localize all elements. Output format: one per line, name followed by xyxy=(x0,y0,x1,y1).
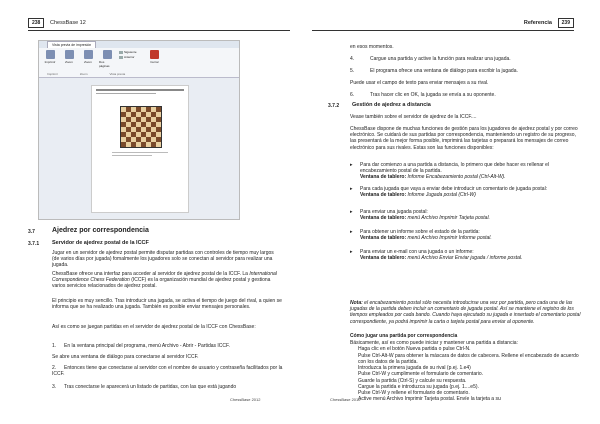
subsection-title: Gestión de ajedrez a distancia xyxy=(352,102,431,108)
step-number: 3. xyxy=(52,384,57,390)
bullet-text: Para enviar una jugada postal: xyxy=(360,209,428,215)
paragraph: ChessBase dispone de muchas funciones de gestión para los jugadores de ajedrez postal y por correo electrónico. Se cuidará de sus partidas por correspondencia, manteniendo un registro de su progreso, las presentará de la mejor forma posible, imprimirá las tarjetas o preparará los mensajes de correo electrónico para sus rivales. Estas son las funciones disponibles: xyxy=(350,126,578,151)
how-step: Introduzca la primera jugada de su rival (p.ej. 1.e4) xyxy=(358,364,471,371)
close-button: Cerrar xyxy=(147,50,163,64)
bullet-text: Para obtener un informe sobre el estado de la partida: xyxy=(360,229,480,235)
bullet-item xyxy=(360,209,582,221)
subsection-title: Servidor de ajedrez postal de la ICCF xyxy=(52,240,149,246)
page-number: 238 xyxy=(28,18,44,28)
paragraph: Se abre una ventana de diálogo para conectarse al servidor ICCF. xyxy=(52,354,199,360)
two-pages-icon xyxy=(103,50,112,59)
bullet-label: Ventana de tablero: xyxy=(360,255,407,262)
header-title: ChessBase 12 xyxy=(50,20,86,26)
bullet-arrow-icon: ▸ xyxy=(350,186,353,192)
paragraph: Así es como se juegan partidas en el servidor de ajedrez postal de la ICCF con ChessBase: xyxy=(52,324,256,330)
bullet-label: Ventana de tablero: xyxy=(360,235,407,242)
bullet-label: Ventana de tablero: xyxy=(360,192,407,199)
bullet-path: menú Archivo Imprimir Tarjeta postal. xyxy=(406,215,490,222)
tab-file xyxy=(39,41,47,48)
bullet-arrow-icon: ▸ xyxy=(350,229,353,235)
bullet-label: Ventana de tablero: xyxy=(360,174,407,181)
step: El programa ofrece una ventana de diálogo para escribir la jugada. xyxy=(370,68,518,74)
page-footer: ChessBase 2012 xyxy=(230,397,261,402)
zoom-in-icon xyxy=(65,50,74,59)
bullet-path: Informe Jugada postal (Ctrl-W) xyxy=(406,192,476,199)
right-page xyxy=(300,0,600,424)
paragraph: Jugar en un servidor de ajedrez postal permite disputar partidas con controles de tiempo muy largos (de varios días por jugada) fomalmente los jugadores solo se conectan al servidor para realizar una jugada. xyxy=(52,250,274,269)
zoom-out-button: Zoom xyxy=(80,50,96,64)
step-number: 5. xyxy=(350,68,355,74)
how-step: Pulse Ctrl-W y cumplimente el formulario de comentario. xyxy=(358,371,484,378)
bullet-arrow-icon: ▸ xyxy=(350,249,353,255)
bullet-item xyxy=(360,162,582,181)
prev-item: Anterior xyxy=(119,55,137,60)
paragraph: El principio es muy sencillo. Tras introducir una jugada, se activa el tiempo de juego del rival, a quien se informa que se ha realizado una jugada. También es posible enviar mensajes personales. xyxy=(52,298,282,311)
bullet-path: menú Archivo Enviar Enviar jugada / informe postal. xyxy=(406,255,523,262)
next-item: Siguiente xyxy=(119,50,137,55)
bullet-item xyxy=(360,249,582,261)
paragraph: en esos momentos. xyxy=(350,44,394,50)
step-number: 1. xyxy=(52,343,57,349)
page-header xyxy=(28,18,290,31)
paragraph: Vease también sobre el servidor de ajedrez de la ICCF.... xyxy=(350,114,477,120)
close-icon xyxy=(150,50,159,59)
step: Tras conectarse le aparecerá un listado de partidas, con las que está jugando xyxy=(64,384,237,390)
step: Entonces tiene que conectarse al servidor con el nombre de usuario y contraseña facilitados por la ICCF. xyxy=(52,365,283,378)
header-title: Referencia xyxy=(523,20,552,26)
how-step: Cargue la partida e introduzca su jugada (p.ej. 1....e5). xyxy=(358,383,479,390)
zoom-in-button: Zoom xyxy=(61,50,77,64)
step: Tras hacer clic en OK, la jugada se envía a su oponente. xyxy=(370,92,496,98)
subsection-number: 3.7.2 xyxy=(328,103,340,109)
step: Cargue una partida y active la función para realizar una jugada. xyxy=(370,56,511,62)
nav-group xyxy=(119,50,137,60)
step: En la ventana principal del programa, menú Archivo - Abrir - Partidas ICCF. xyxy=(64,343,230,349)
bullet-path: Informe Encabezamiento postal (Ctrl-Alt-W). xyxy=(406,174,506,181)
note: Nota: el encabezamiento postal sólo necesita introducirse una vez por partida, pero cada una de las jugadas de la partida deben incluir un comentario de jugada postal. Así se mantiene el registro de los tiempos empleados por cada bando. Cuando haya ejecutado su jugada e insertado el comentario postal correspondiente, ya podrá imprimir la carta o tarjeta postal para enviar al oponente. xyxy=(350,300,581,325)
two-pages-button: Dos páginas xyxy=(99,50,115,68)
page-header xyxy=(312,18,574,31)
bullet-item xyxy=(360,186,582,198)
how-step: Básicamente, así es como puede iniciar y mantener una partida a distancia: xyxy=(350,340,518,346)
subsection-number: 3.7.1 xyxy=(28,241,40,247)
how-step: Pulse Ctrl-W y rellene el formulario de comentario. xyxy=(358,390,470,397)
how-step: Guarde la partida (Ctrl-S) y calcule su respuesta. xyxy=(358,377,467,384)
paragraph: Puede usar el campo de texto para enviar mensajes a su rival. xyxy=(350,80,489,86)
page-number: 239 xyxy=(558,18,574,28)
section-number: 3.7 xyxy=(28,229,35,235)
bullet-arrow-icon: ▸ xyxy=(350,209,353,215)
bullet-text: Para dar comienzo a una partida a distancia, lo primero que debe hacer es rellenar el encabezamiento postal de la partida. xyxy=(360,162,549,175)
step-number: 2. xyxy=(52,365,57,371)
ribbon-groups: Imprimir Zoom Vista previa xyxy=(47,72,126,76)
how-step: Active menú Archivo Imprimir Tarjeta postal. Envíe la tarjeta a su xyxy=(358,396,501,403)
bullet-arrow-icon: ▸ xyxy=(350,162,353,168)
paragraph: ChessBase ofrece una interfaz para acceder al servidor de ajedrez postal de la ICCF. La International Correspondence Chess Federation (ICCF) es la organización mundial de ajedrez postal y gestiona varios servicios relacionados de ajedrez postal. xyxy=(52,271,277,290)
bullet-label: Ventana de tablero: xyxy=(360,215,407,222)
bullet-item xyxy=(360,229,582,241)
zoom-out-icon xyxy=(84,50,93,59)
page-footer: ChessBase 2012 xyxy=(330,397,361,402)
print-button: Imprimir xyxy=(42,50,58,64)
bullet-text: Para enviar un e-mail con una jugada o un informe: xyxy=(360,249,474,255)
board-square xyxy=(156,142,161,147)
preview-page xyxy=(91,85,189,213)
section-title: Ajedrez por correspondencia xyxy=(52,227,149,234)
how-title: Cómo jugar una partida por correspondencia xyxy=(350,333,458,339)
bullet-text: Para cada jugada que vaya a enviar debe introducir un comentario de jugada postal: xyxy=(360,186,548,192)
ribbon-tabs xyxy=(39,41,239,48)
print-preview-screenshot xyxy=(38,40,240,220)
printer-icon xyxy=(46,50,55,59)
tab-print-preview: Vista previa de impresión xyxy=(47,41,96,48)
step-number: 6. xyxy=(350,92,355,98)
chessboard xyxy=(120,106,162,148)
step-number: 4. xyxy=(350,56,355,62)
how-step: Haga clic en el botón Nueva partida o pulse Ctrl-N. xyxy=(358,346,471,353)
how-step: Pulse Ctrl-Alt-W para obtener la máscara de datos de cabecera. Rellene el encabezado de acuerdo con los datos de la partida. xyxy=(358,352,579,365)
bullet-path: menú Archivo Imprimir Informe postal. xyxy=(406,235,492,242)
